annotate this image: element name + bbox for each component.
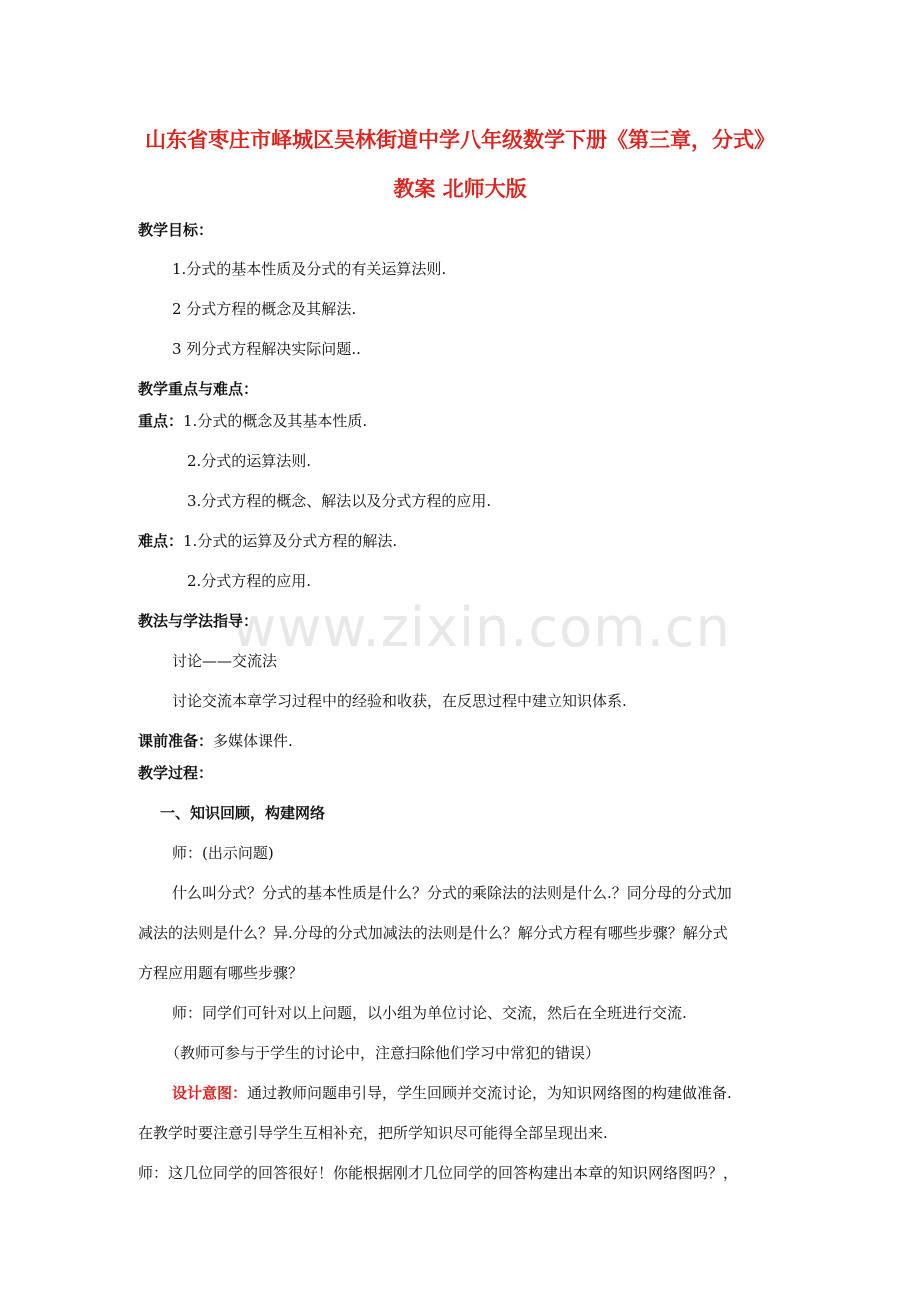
section-heading: 一、知识回顾，构建网络 bbox=[160, 804, 326, 822]
difficult-item: 1.分式的运算及分式方程的解法. bbox=[183, 532, 398, 550]
design-intent-row bbox=[172, 1083, 732, 1103]
key-point-row bbox=[138, 411, 367, 431]
goal-item: 3 列分式方程解决实际问题.. bbox=[172, 340, 361, 358]
key-item: 2.分式的运算法则. bbox=[187, 452, 312, 470]
goal-item: 2 分式方程的概念及其解法. bbox=[172, 300, 357, 318]
goals-heading: 教学目标： bbox=[138, 221, 214, 239]
goal-item: 1.分式的基本性质及分式的有关运算法则. bbox=[172, 260, 447, 278]
question-line: 减法的法则是什么？异.分母的分式加减法的法则是什么？解分式方程有哪些步骤？解分式 bbox=[138, 924, 728, 942]
doc-title-line1: 山东省枣庄市峄城区吴林街道中学八年级数学下册《第三章，分式》 bbox=[145, 128, 775, 152]
method-heading: 教法与学法指导： bbox=[138, 612, 259, 630]
difficult-item: 2.分式方程的应用. bbox=[187, 572, 312, 590]
teacher-line: 师：同学们可针对以上问题，以小组为单位讨论、交流，然后在全班进行交流. bbox=[172, 1004, 687, 1022]
prep-text: 多媒体课件. bbox=[213, 732, 293, 750]
key-difficult-heading: 教学重点与难点： bbox=[138, 380, 259, 398]
difficult-label: 难点： bbox=[138, 532, 184, 550]
question-line: 什么叫分式？分式的基本性质是什么？分式的乘除法的法则是什么.？同分母的分式加 bbox=[172, 884, 732, 902]
watermark-text: www.zixin.com.cn bbox=[232, 596, 731, 659]
doc-title-line2: 教案 北师大版 bbox=[393, 177, 527, 201]
design-intent-text: 在教学时要注意引导学生互相补充，把所学知识尽可能得全部呈现出来. bbox=[138, 1124, 608, 1142]
teacher-line: 师：这几位同学的回答很好！你能根据刚才几位同学的回答构建出本章的知识网络图吗？， bbox=[138, 1164, 739, 1182]
teacher-line: 师：(出示问题) bbox=[172, 844, 274, 862]
key-item: 1.分式的概念及其基本性质. bbox=[183, 412, 368, 430]
key-item: 3.分式方程的概念、解法以及分式方程的应用. bbox=[187, 492, 492, 510]
prep-label: 课前准备： bbox=[138, 732, 214, 750]
process-heading: 教学过程： bbox=[138, 764, 214, 782]
method-line: 讨论——交流法 bbox=[172, 652, 278, 670]
method-line: 讨论交流本章学习过程中的经验和收获，在反思过程中建立知识体系. bbox=[172, 692, 627, 710]
design-intent-text: 通过教师问题串引导，学生回顾并交流讨论，为知识网络图的构建做准备. bbox=[247, 1084, 732, 1102]
question-line: 方程应用题有哪些步骤？ bbox=[138, 964, 304, 982]
note-line: （教师可参与于学生的讨论中，注意扫除他们学习中常犯的错误） bbox=[165, 1044, 601, 1062]
prep-row bbox=[138, 731, 293, 751]
design-intent-label: 设计意图： bbox=[172, 1084, 248, 1102]
difficult-point-row bbox=[138, 531, 397, 551]
key-label: 重点： bbox=[138, 412, 184, 430]
